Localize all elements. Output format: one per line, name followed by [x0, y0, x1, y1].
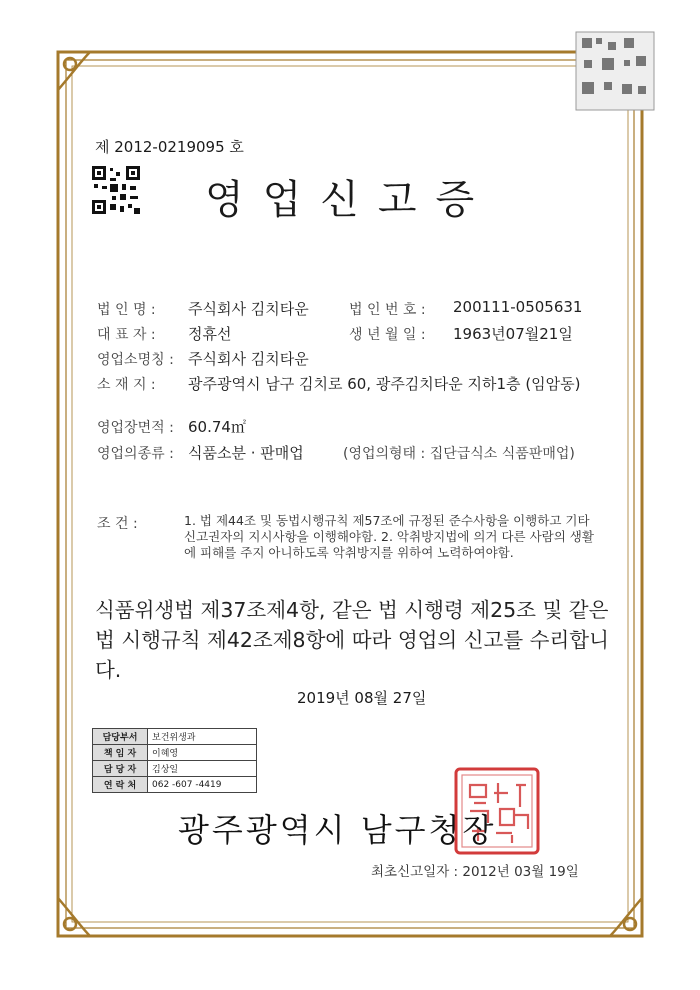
corp-no-label: 법 인 번 호 :: [349, 302, 426, 318]
rep-value: 정휴선: [188, 325, 232, 343]
issuing-authority: 광주광역시 남구청장: [178, 811, 497, 849]
corner-ornament-tl: [58, 52, 90, 90]
shop-value: 주식회사 김치타운: [188, 350, 309, 368]
contact-value: 보건위생과: [148, 729, 257, 745]
area-label: 영업장면적 :: [97, 420, 174, 436]
corp-name-value: 주식회사 김치타운: [188, 300, 309, 318]
birth-value: 1963년07월21일: [453, 325, 573, 343]
document-number: 제 2012-0219095 호: [95, 138, 244, 156]
type-label: 영업의종류 :: [97, 446, 174, 462]
conditions-text: 1. 법 제44조 및 동법시행규칙 제57조에 규정된 준수사항을 이행하고 기타 신고권자의 지시사항을 이행해야함. 2. 악취방지법에 의거 다른 사람의 생활에 피해를 주지 아니하도록 악취방지를 위하여 노력하여야함.: [184, 513, 594, 560]
corner-ornament-bl: [58, 898, 90, 936]
table-row: [93, 761, 257, 777]
verification-stamp-icon: [574, 30, 656, 112]
corner-ornament-br: [610, 898, 642, 936]
contact-label: 책 임 자: [93, 745, 148, 761]
contact-value: 062 -607 -4419: [148, 777, 257, 793]
area-value: 60.74㎡: [188, 418, 246, 436]
main-statement: 식품위생법 제37조제4항, 같은 법 시행령 제25조 및 같은 법 시행규칙 제42조제8항에 따라 영업의 신고를 수리합니다.: [95, 598, 609, 682]
document-title: 영업신고증: [205, 177, 494, 223]
birth-label: 생 년 월 일 :: [349, 327, 426, 343]
type-value: 식품소분 · 판매업: [188, 444, 304, 462]
contact-label: 담 당 자: [93, 761, 148, 777]
contact-value: 이혜영: [148, 745, 257, 761]
first-report-date: 최초신고일자 : 2012년 03월 19일: [371, 864, 579, 880]
contact-label: 담당부서: [93, 729, 148, 745]
issue-date: 2019년 08월 27일: [297, 689, 427, 707]
contact-table: [92, 728, 257, 793]
addr-label: 소 재 지 :: [97, 377, 156, 393]
table-row: [93, 729, 257, 745]
table-row: [93, 777, 257, 793]
rep-label: 대 표 자 :: [97, 327, 156, 343]
table-row: [93, 745, 257, 761]
addr-value: 광주광역시 남구 김치로 60, 광주김치타운 지하1층 (임암동): [188, 375, 581, 393]
form-value: (영업의형태 : 집단급식소 식품판매업): [343, 446, 575, 462]
contact-value: 김상일: [148, 761, 257, 777]
corp-no-value: 200111-0505631: [453, 298, 583, 316]
contact-label: 연 락 처: [93, 777, 148, 793]
shop-label: 영업소명칭 :: [97, 352, 174, 368]
conditions-label: 조 건 :: [97, 516, 138, 532]
qr-code-icon: [92, 166, 140, 214]
corp-name-label: 법 인 명 :: [97, 302, 156, 318]
